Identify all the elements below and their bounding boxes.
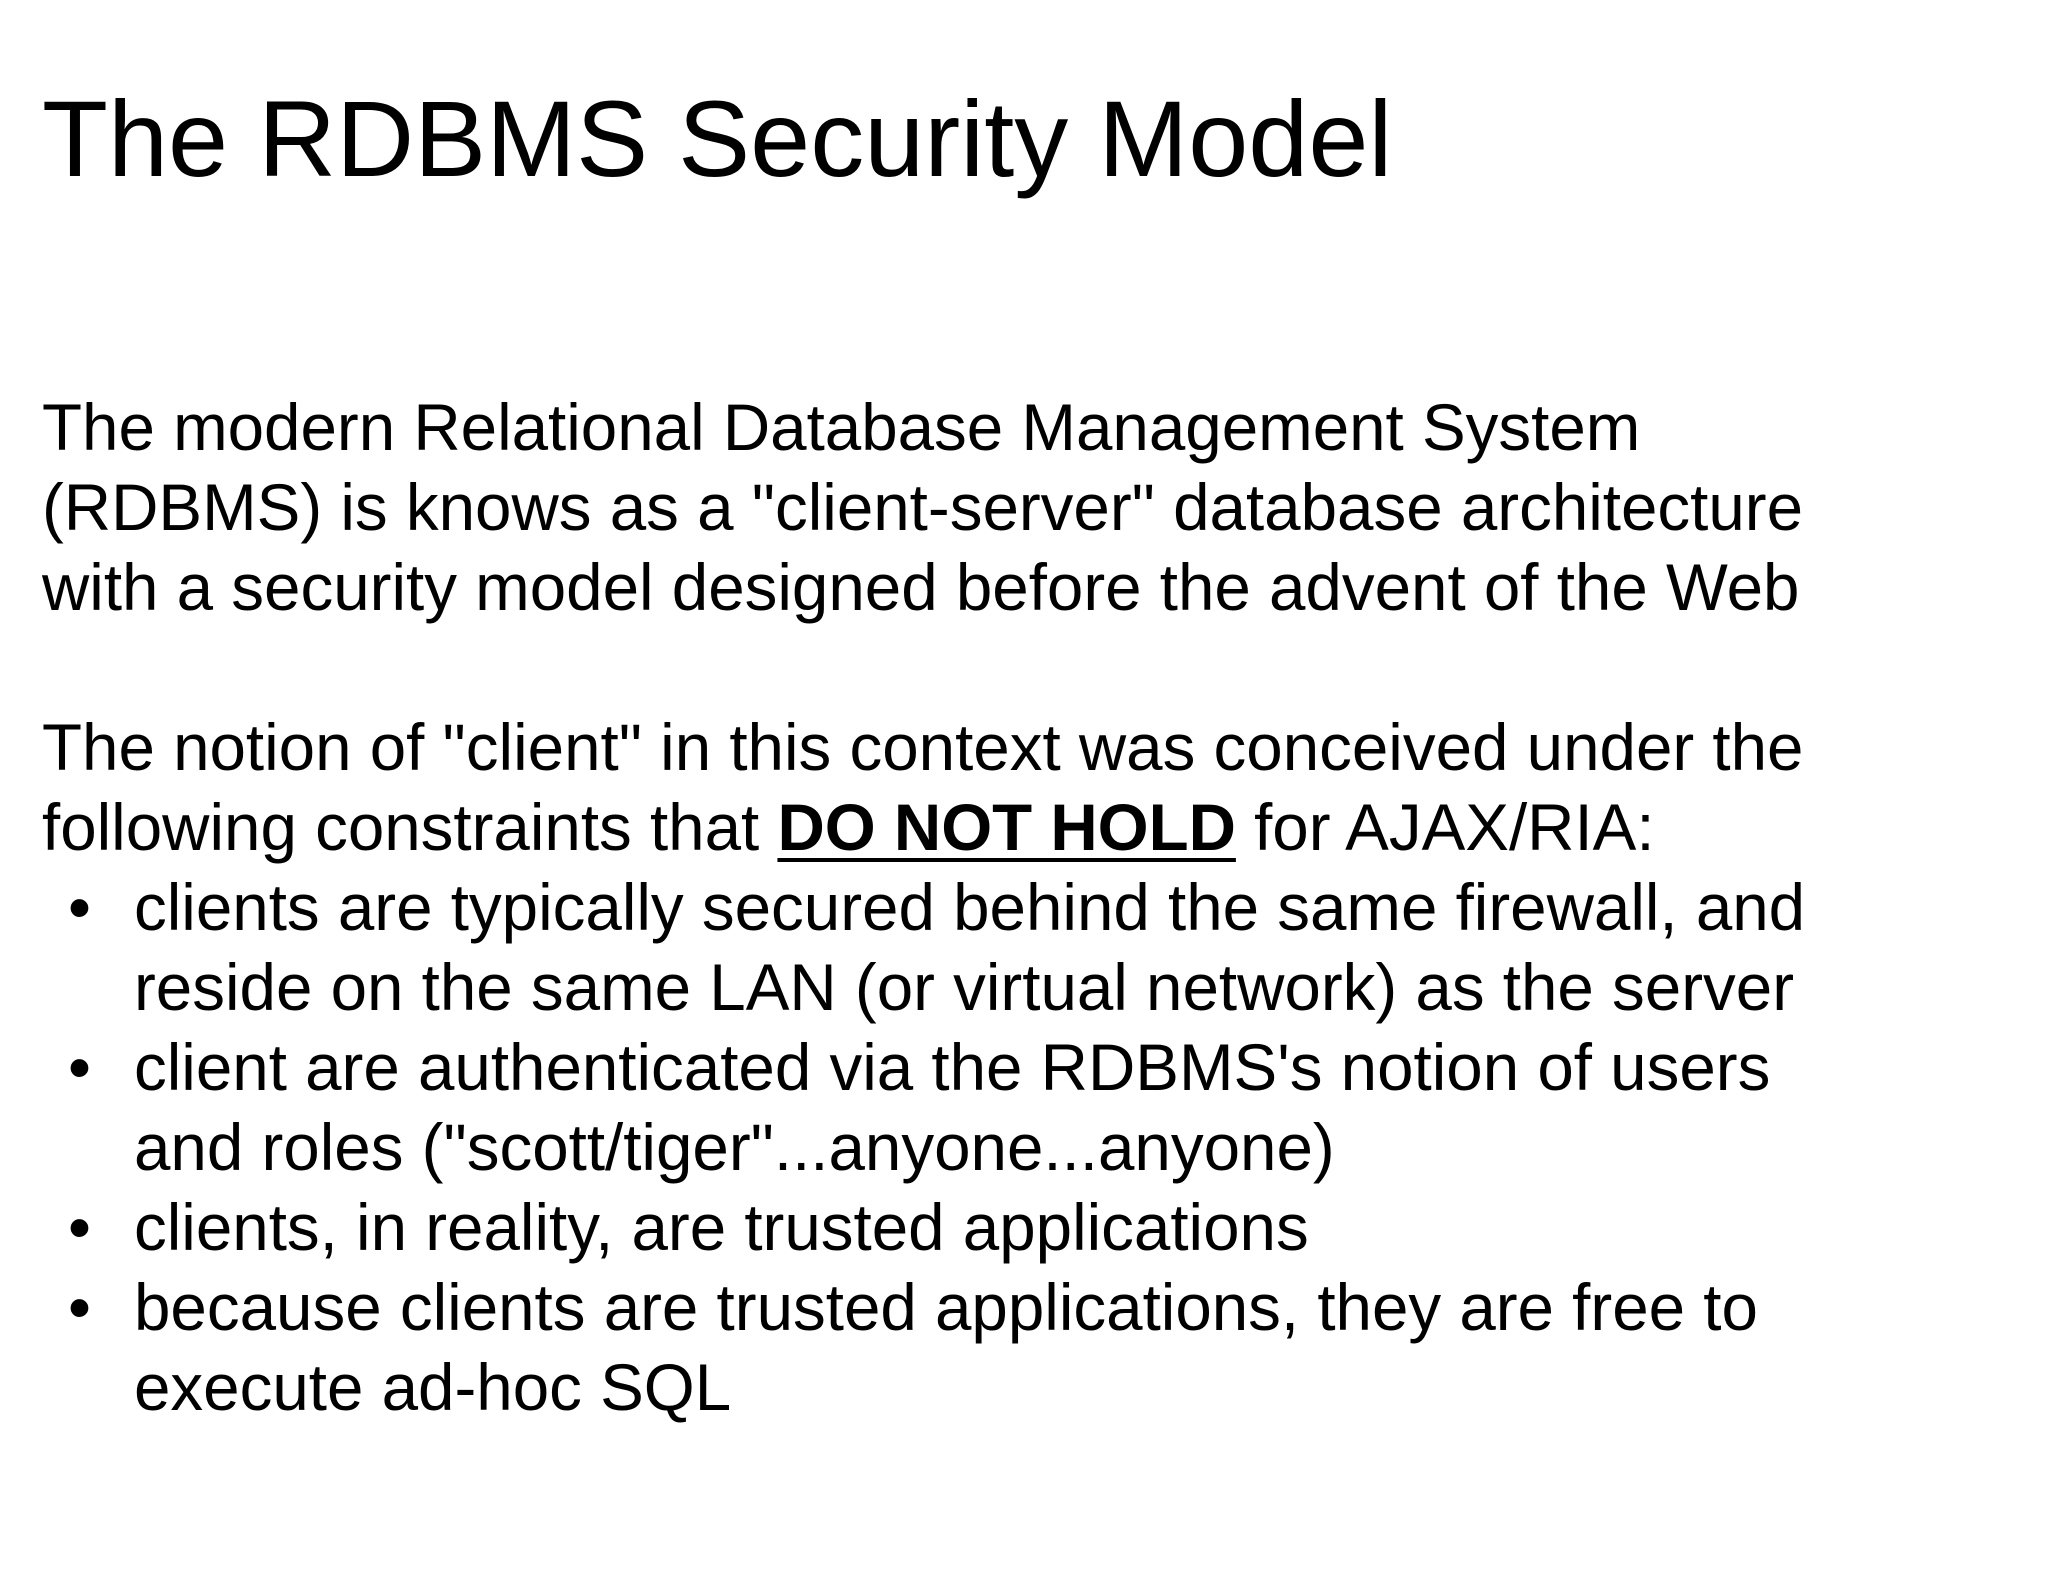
bullet-item xyxy=(42,1268,1905,1428)
do-not-hold-emphasis: DO NOT HOLD xyxy=(777,791,1236,864)
constraints-line xyxy=(42,788,1905,868)
constraints-text-after: for AJAX/RIA: xyxy=(1235,791,1655,864)
bullet-line: reside on the same LAN (or virtual network) as the server xyxy=(134,951,1795,1024)
bullet-item xyxy=(42,1188,1905,1268)
bullet-line: clients, in reality, are trusted applications xyxy=(134,1191,1309,1264)
bullet-item xyxy=(42,868,1905,1028)
intro-line: (RDBMS) is knows as a "client-server" database architecture xyxy=(42,471,1804,544)
bullet-line: clients are typically secured behind the same firewall, and xyxy=(134,871,1806,944)
constraints-line: The notion of "client" in this context was conceived under the xyxy=(42,711,1804,784)
constraints-text-before: following constraints that xyxy=(42,791,778,864)
bullet-line: client are authenticated via the RDBMS's notion of users xyxy=(134,1031,1771,1104)
bullet-item xyxy=(42,1028,1905,1188)
bullet-list xyxy=(42,868,1905,1428)
constraints-paragraph xyxy=(42,708,1905,868)
slide-title: The RDBMS Security Model xyxy=(42,78,1393,199)
slide-body xyxy=(42,388,1905,1448)
paragraph-spacer xyxy=(42,628,1905,708)
intro-line: The modern Relational Database Management System xyxy=(42,391,1641,464)
intro-line: with a security model designed before the advent of the Web xyxy=(42,551,1800,624)
bullet-dot-icon: • xyxy=(68,1191,91,1264)
bullet-line: and roles ("scott/tiger"...anyone...anyone) xyxy=(134,1111,1335,1184)
bullet-line: execute ad-hoc SQL xyxy=(134,1351,732,1424)
bullet-dot-icon: • xyxy=(68,1031,91,1104)
intro-paragraph xyxy=(42,388,1905,628)
bullet-line: because clients are trusted applications, they are free to xyxy=(134,1271,1758,1344)
bullet-dot-icon: • xyxy=(68,871,91,944)
bullet-dot-icon: • xyxy=(68,1271,91,1344)
